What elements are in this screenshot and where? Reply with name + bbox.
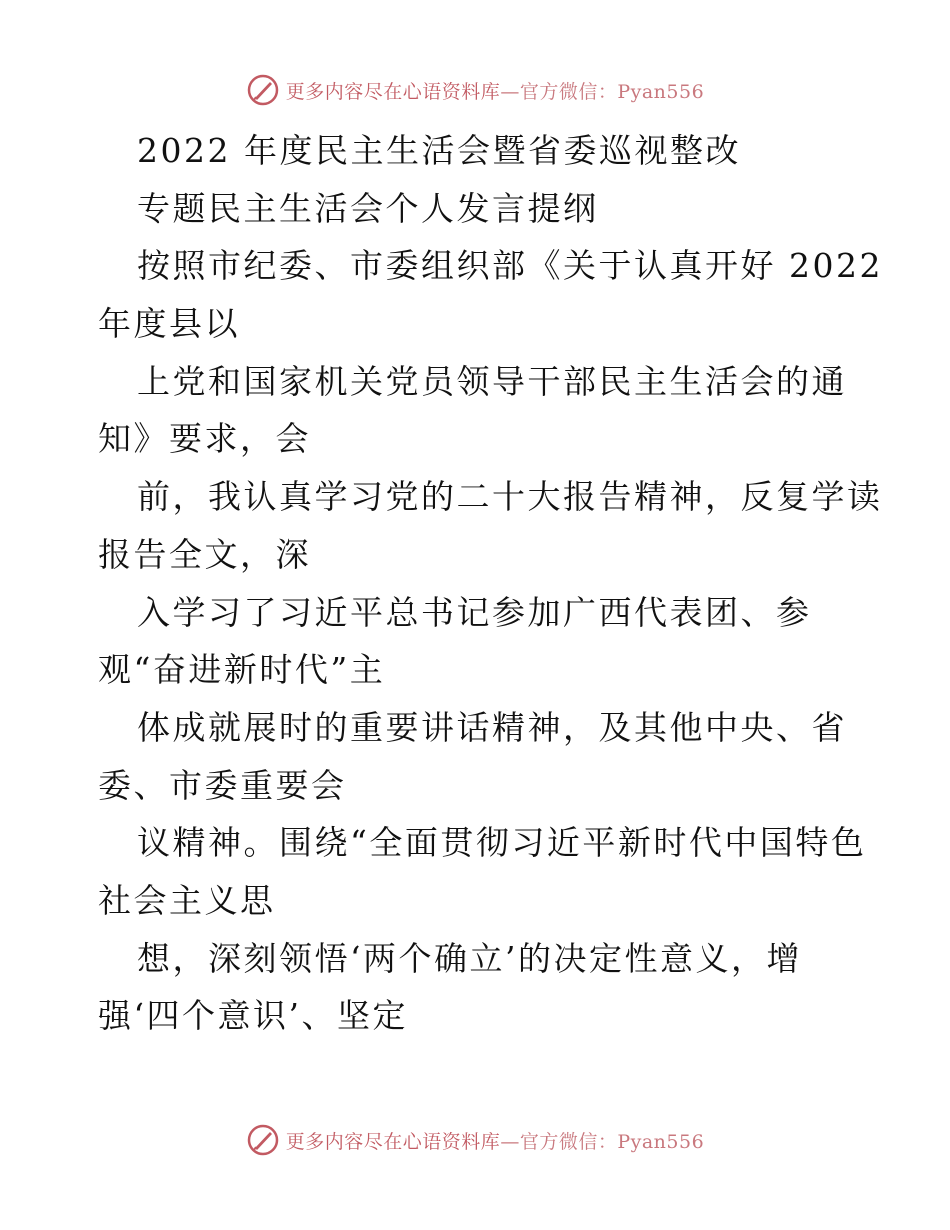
text-line: 年度县以 <box>98 304 240 344</box>
quill-logo-icon <box>246 1123 280 1157</box>
text-line: 上党和国家机关党员领导干部民主生活会的通 <box>137 361 847 401</box>
watermark-wechat-label: 官方微信： <box>519 1130 618 1153</box>
text-line: 想，深刻领悟‘两个确立’的决定性意义，增 <box>137 938 802 978</box>
watermark-wechat-label: 官方微信： <box>519 80 618 103</box>
watermark-wechat-id: Pyan556 <box>617 1130 705 1153</box>
watermark-text <box>286 1127 704 1154</box>
text-line: 前，我认真学习党的二十大报告精神，反复学读 <box>137 477 883 517</box>
text-line: 社会主义思 <box>98 880 276 920</box>
watermark-main-text: 更多内容尽在心语资料库 <box>285 80 501 103</box>
watermark-wechat-id: Pyan556 <box>617 80 705 103</box>
watermark-separator: — <box>500 80 520 103</box>
text-line: 议精神。围绕“全面贯彻习近平新时代中国特色 <box>137 823 867 863</box>
watermark-separator: — <box>500 1130 520 1153</box>
header-watermark <box>0 70 950 110</box>
text-line: 观“奋进新时代”主 <box>98 650 386 690</box>
text-line: 知》要求，会 <box>98 419 311 459</box>
quill-logo-icon <box>246 73 280 107</box>
text-line: 委、市委重要会 <box>98 765 347 805</box>
watermark-main-text: 更多内容尽在心语资料库 <box>285 1130 501 1153</box>
document-body <box>0 122 950 1045</box>
text-line: 2022 年度民主生活会暨省委巡视整改 <box>137 131 741 170</box>
text-line: 专题民主生活会个人发言提纲 <box>137 188 599 228</box>
text-line: 入学习了习近平总书记参加广西代表团、参 <box>137 592 812 632</box>
footer-watermark <box>0 1120 950 1160</box>
text-line: 按照市纪委、市委组织部《关于认真开好 2022 <box>137 246 883 286</box>
text-line: 体成就展时的重要讲话精神，及其他中央、省 <box>137 707 847 747</box>
text-line: 报告全文，深 <box>98 534 311 574</box>
watermark-text <box>286 77 704 104</box>
text-line: 强‘四个意识’、坚定 <box>98 996 408 1036</box>
